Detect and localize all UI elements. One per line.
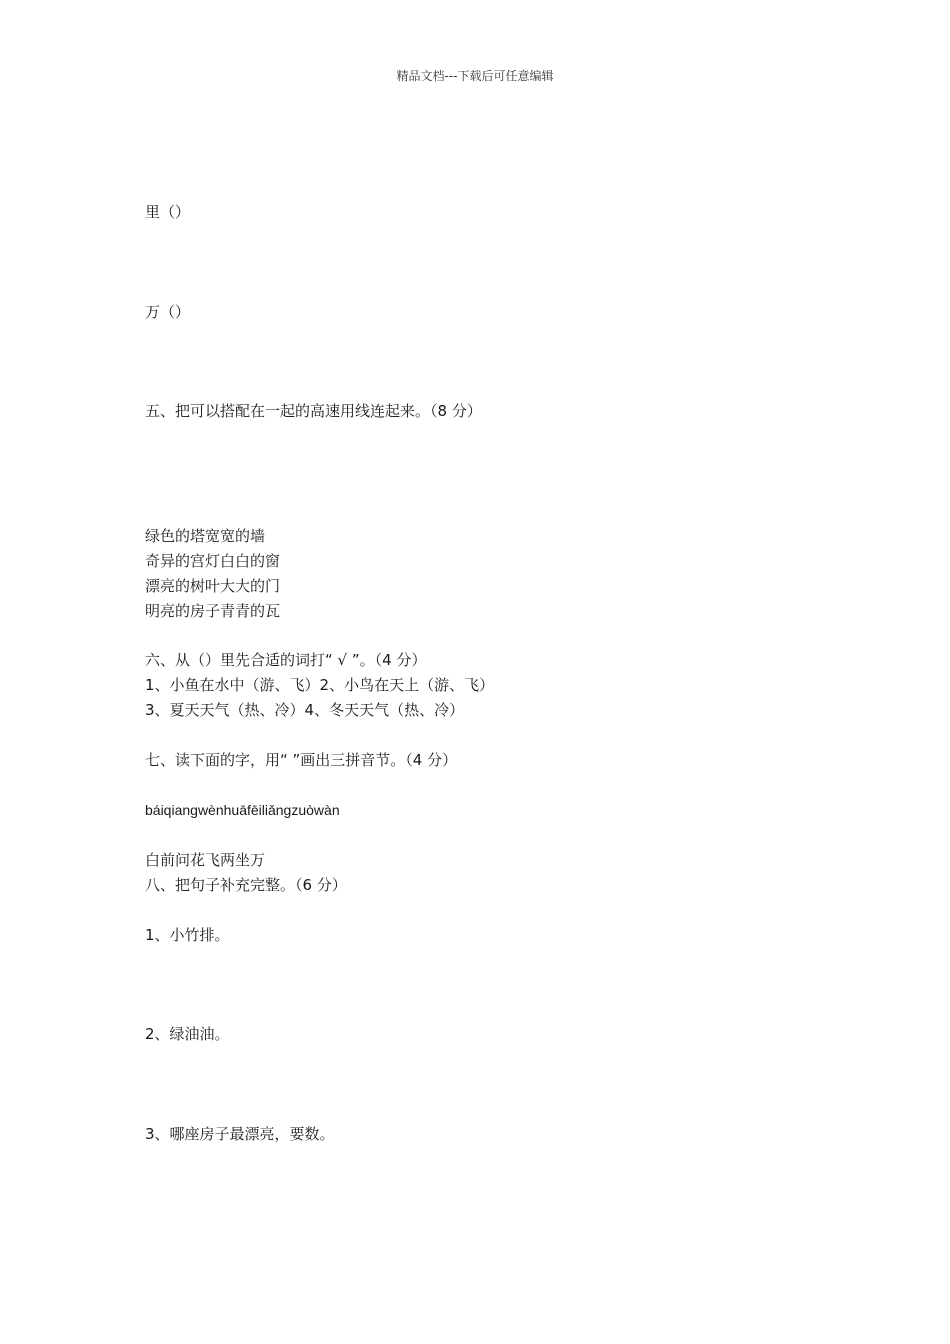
- item-wan: 万（）: [145, 303, 191, 321]
- section-8-title: 八、把句子补充完整。（6 分）: [145, 876, 347, 894]
- section-5-row: 奇异的宫灯白白的窗: [145, 552, 281, 570]
- item-li: 里（）: [145, 203, 191, 221]
- section-8-question: 2、绿油油。: [145, 1025, 230, 1043]
- section-5-row: 明亮的房子青青的瓦: [145, 602, 281, 620]
- section-5-row: 漂亮的树叶大大的门: [145, 577, 281, 595]
- section-5-row: 绿色的塔宽宽的墙: [145, 527, 266, 545]
- section-7-pinyin: báiqiangwènhuāfēiliǎngzuòwàn: [145, 802, 340, 818]
- section-6-title: 六、从（）里先合适的词打“ √ ”。（4 分）: [145, 651, 427, 669]
- section-6-row: 3、夏天天气（热、冷）4、冬天天气（热、冷）: [145, 701, 465, 719]
- section-8-question: 1、小竹排。: [145, 926, 230, 944]
- section-6-row: 1、小鱼在水中（游、飞）2、小鸟在天上（游、飞）: [145, 676, 495, 694]
- section-8-question: 3、哪座房子最漂亮，要数。: [145, 1125, 335, 1143]
- section-7-characters: 白前问花飞两坐万: [145, 851, 266, 869]
- section-5-title: 五、把可以搭配在一起的高速用线连起来。（8 分）: [145, 402, 482, 420]
- section-7-title: 七、读下面的字，用“ ”画出三拼音节。（4 分）: [145, 751, 458, 769]
- page-header: 精品文档---下载后可任意编辑: [396, 69, 554, 83]
